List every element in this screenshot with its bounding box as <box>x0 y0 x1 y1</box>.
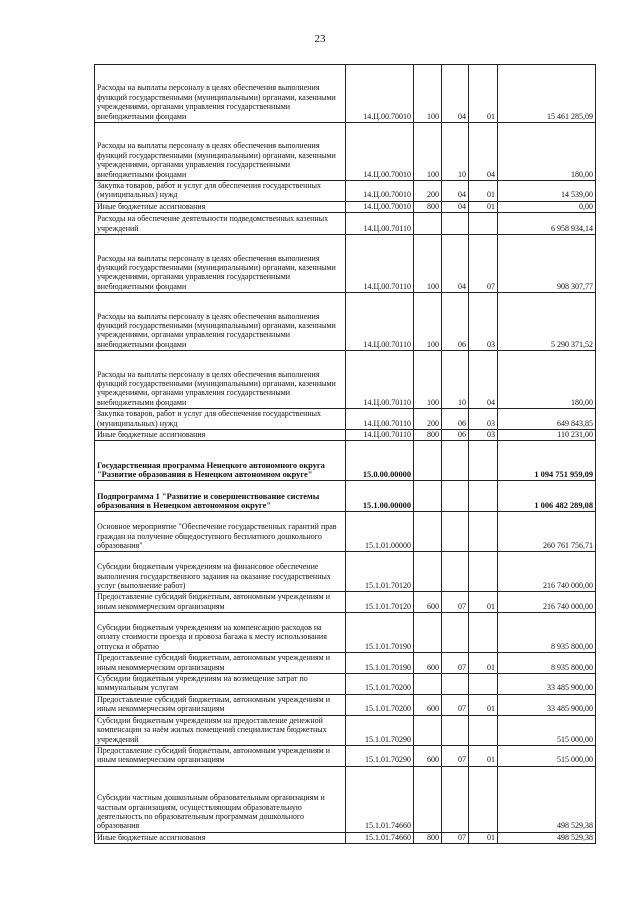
table-row <box>95 235 596 293</box>
row-code: 14.Ц.00.70110 <box>346 213 414 235</box>
row-expense-type: 800 <box>414 832 442 843</box>
row-subsection: 01 <box>469 181 498 202</box>
row-expense-type: 600 <box>414 653 442 674</box>
row-amount: 15 461 285,09 <box>498 65 596 123</box>
row-amount: 1 094 751 959,09 <box>498 441 596 481</box>
budget-table <box>94 64 596 844</box>
row-subsection <box>469 441 498 481</box>
row-subsection <box>469 512 498 552</box>
row-code: 15.1.00.00000 <box>346 481 414 512</box>
row-subsection <box>469 715 498 745</box>
row-expense-type: 100 <box>414 235 442 293</box>
row-expense-type: 600 <box>414 694 442 715</box>
row-name: Закупка товаров, работ и услуг для обеспечения государственных (муниципальных) нужд <box>95 181 346 202</box>
row-amount: 110 231,00 <box>498 430 596 441</box>
row-name: Расходы на выплаты персоналу в целях обеспечения выполнения функций государственными (муниципальными) органами, казенными учреждениями, органами управления государственными внебюджетными фондами <box>95 235 346 293</box>
row-code: 15.1.01.70120 <box>346 592 414 613</box>
row-code: 15.1.01.70200 <box>346 694 414 715</box>
row-amount: 8 935 800,00 <box>498 613 596 653</box>
row-section: 04 <box>442 181 469 202</box>
table-row <box>95 293 596 351</box>
row-subsection: 07 <box>469 235 498 293</box>
row-code: 15.1.01.70290 <box>346 715 414 745</box>
row-code: 14.Ц.00.70010 <box>346 65 414 123</box>
row-section <box>442 613 469 653</box>
row-section: 07 <box>442 653 469 674</box>
table-row <box>95 745 596 766</box>
row-section: 07 <box>442 745 469 766</box>
row-section: 10 <box>442 123 469 181</box>
row-code: 15.1.01.74660 <box>346 766 414 832</box>
row-expense-type <box>414 512 442 552</box>
row-code: 15.1.01.00000 <box>346 512 414 552</box>
row-subsection: 01 <box>469 653 498 674</box>
row-section: 04 <box>442 235 469 293</box>
table-row <box>95 181 596 202</box>
row-name: Расходы на обеспечение деятельности подведомственных казенных учреждений <box>95 213 346 235</box>
row-name: Предоставление субсидий бюджетным, автономным учреждениям и иным некоммерческим организациям <box>95 653 346 674</box>
row-amount: 180,00 <box>498 351 596 409</box>
row-amount: 216 740 000,00 <box>498 592 596 613</box>
row-code: 15.1.01.70120 <box>346 552 414 592</box>
row-section: 06 <box>442 430 469 441</box>
row-amount: 515 000,00 <box>498 715 596 745</box>
row-expense-type: 800 <box>414 201 442 212</box>
table-row <box>95 592 596 613</box>
row-subsection: 01 <box>469 201 498 212</box>
row-expense-type: 100 <box>414 351 442 409</box>
row-amount: 180,00 <box>498 123 596 181</box>
row-name: Предоставление субсидий бюджетным, автономным учреждениям и иным некоммерческим организациям <box>95 592 346 613</box>
row-amount: 1 006 482 289,08 <box>498 481 596 512</box>
row-subsection <box>469 213 498 235</box>
row-subsection: 01 <box>469 592 498 613</box>
row-name: Субсидии бюджетным учреждениям на предоставление денежной компенсации за наём жилых помещений специалистам бюджетных учреждений <box>95 715 346 745</box>
row-amount: 498 529,38 <box>498 766 596 832</box>
row-amount: 6 958 934,14 <box>498 213 596 235</box>
row-subsection: 04 <box>469 351 498 409</box>
table-row <box>95 832 596 843</box>
row-subsection: 04 <box>469 123 498 181</box>
row-code: 14.Ц.00.70010 <box>346 181 414 202</box>
row-section <box>442 512 469 552</box>
row-subsection: 01 <box>469 832 498 843</box>
table-row <box>95 512 596 552</box>
table-row <box>95 653 596 674</box>
row-amount: 908 307,77 <box>498 235 596 293</box>
row-section: 07 <box>442 592 469 613</box>
row-code: 14.Ц.00.70110 <box>346 235 414 293</box>
row-name: Закупка товаров, работ и услуг для обеспечения государственных (муниципальных) нужд <box>95 409 346 430</box>
row-section <box>442 766 469 832</box>
row-section <box>442 552 469 592</box>
row-expense-type: 800 <box>414 430 442 441</box>
row-section: 06 <box>442 409 469 430</box>
row-section <box>442 674 469 695</box>
row-code: 15.1.01.70190 <box>346 613 414 653</box>
table-row <box>95 481 596 512</box>
row-expense-type <box>414 674 442 695</box>
row-expense-type: 200 <box>414 409 442 430</box>
row-name: Расходы на выплаты персоналу в целях обеспечения выполнения функций государственными (муниципальными) органами, казенными учреждениями, органами управления государственными внебюджетными фондами <box>95 351 346 409</box>
row-name: Субсидии бюджетным учреждениям на финансовое обеспечение выполнения государственного задания на оказание государственных услуг (выполнение работ) <box>95 552 346 592</box>
row-code: 14.Ц.00.70110 <box>346 351 414 409</box>
row-subsection: 03 <box>469 430 498 441</box>
row-section: 06 <box>442 293 469 351</box>
table-row <box>95 441 596 481</box>
row-code: 14.Ц.00.70110 <box>346 430 414 441</box>
row-expense-type: 100 <box>414 65 442 123</box>
row-amount: 649 843,85 <box>498 409 596 430</box>
row-name: Иные бюджетные ассигнования <box>95 201 346 212</box>
row-subsection <box>469 481 498 512</box>
row-amount: 260 761 756,71 <box>498 512 596 552</box>
row-subsection: 01 <box>469 65 498 123</box>
row-amount: 498 529,38 <box>498 832 596 843</box>
row-subsection <box>469 674 498 695</box>
row-section: 04 <box>442 201 469 212</box>
row-amount: 5 290 371,52 <box>498 293 596 351</box>
row-expense-type: 100 <box>414 293 442 351</box>
table-row <box>95 766 596 832</box>
row-name: Государственная программа Ненецкого автономного округа "Развитие образования в Ненецком автономном округе" <box>95 441 346 481</box>
table-row <box>95 201 596 212</box>
row-amount: 216 740 000,00 <box>498 552 596 592</box>
table-row <box>95 430 596 441</box>
table-row <box>95 213 596 235</box>
row-name: Субсидии бюджетным учреждениям на компенсацию расходов на оплату стоимости проезда и провоза багажа к месту использования отпуска и обратно <box>95 613 346 653</box>
row-section <box>442 213 469 235</box>
row-amount: 33 485 900,00 <box>498 694 596 715</box>
row-expense-type: 600 <box>414 592 442 613</box>
row-subsection <box>469 613 498 653</box>
row-amount: 8 935 800,00 <box>498 653 596 674</box>
row-amount: 515 000,00 <box>498 745 596 766</box>
row-expense-type: 600 <box>414 745 442 766</box>
row-name: Предоставление субсидий бюджетным, автономным учреждениям и иным некоммерческим организациям <box>95 694 346 715</box>
row-code: 15.1.01.70290 <box>346 745 414 766</box>
row-section: 07 <box>442 694 469 715</box>
table-row <box>95 674 596 695</box>
table-row <box>95 65 596 123</box>
table-row <box>95 351 596 409</box>
row-expense-type: 100 <box>414 123 442 181</box>
row-code: 15.1.01.70190 <box>346 653 414 674</box>
row-expense-type <box>414 441 442 481</box>
table-row <box>95 613 596 653</box>
row-name: Иные бюджетные ассигнования <box>95 430 346 441</box>
row-name: Субсидии бюджетным учреждениям на возмещение затрат по коммунальным услугам <box>95 674 346 695</box>
row-section: 10 <box>442 351 469 409</box>
row-code: 14.Ц.00.70110 <box>346 293 414 351</box>
table-row <box>95 552 596 592</box>
table-row <box>95 715 596 745</box>
table-row <box>95 694 596 715</box>
row-code: 15.1.01.74660 <box>346 832 414 843</box>
row-expense-type <box>414 481 442 512</box>
row-name: Основное мероприятие "Обеспечение государственных гарантий прав граждан на получение общедоступного бесплатного дошкольного образования" <box>95 512 346 552</box>
row-subsection: 03 <box>469 409 498 430</box>
row-expense-type <box>414 613 442 653</box>
row-subsection: 03 <box>469 293 498 351</box>
row-subsection: 01 <box>469 745 498 766</box>
row-subsection: 01 <box>469 694 498 715</box>
row-expense-type <box>414 715 442 745</box>
row-code: 14.Ц.00.70010 <box>346 201 414 212</box>
row-name: Подпрограмма 1 "Развитие и совершенствование системы образования в Ненецком автономном округе" <box>95 481 346 512</box>
row-amount: 0,00 <box>498 201 596 212</box>
row-section <box>442 715 469 745</box>
row-section <box>442 481 469 512</box>
row-expense-type <box>414 213 442 235</box>
row-code: 14.Ц.00.70010 <box>346 123 414 181</box>
row-expense-type <box>414 552 442 592</box>
page-number: 23 <box>314 33 326 45</box>
row-code: 15.1.01.70200 <box>346 674 414 695</box>
row-section: 07 <box>442 832 469 843</box>
row-name: Расходы на выплаты персоналу в целях обеспечения выполнения функций государственными (муниципальными) органами, казенными учреждениями, органами управления государственными внебюджетными фондами <box>95 65 346 123</box>
row-section <box>442 441 469 481</box>
row-name: Расходы на выплаты персоналу в целях обеспечения выполнения функций государственными (муниципальными) органами, казенными учреждениями, органами управления государственными внебюджетными фондами <box>95 123 346 181</box>
row-expense-type: 200 <box>414 181 442 202</box>
budget-table-body <box>95 65 596 844</box>
row-code: 15.0.00.00000 <box>346 441 414 481</box>
row-amount: 33 485 900,00 <box>498 674 596 695</box>
row-name: Субсидии частным дошкольным образовательным организациям и частным организациям, осуществляющим образовательную деятельность по образовательным программам дошкольного образования <box>95 766 346 832</box>
table-row <box>95 409 596 430</box>
row-expense-type <box>414 766 442 832</box>
row-subsection <box>469 552 498 592</box>
row-amount: 14 539,00 <box>498 181 596 202</box>
row-subsection <box>469 766 498 832</box>
row-name: Предоставление субсидий бюджетным, автономным учреждениям и иным некоммерческим организациям <box>95 745 346 766</box>
row-code: 14.Ц.00.70110 <box>346 409 414 430</box>
row-name: Расходы на выплаты персоналу в целях обеспечения выполнения функций государственными (муниципальными) органами, казенными учреждениями, органами управления государственными внебюджетными фондами <box>95 293 346 351</box>
row-name: Иные бюджетные ассигнования <box>95 832 346 843</box>
table-row <box>95 123 596 181</box>
row-section: 04 <box>442 65 469 123</box>
